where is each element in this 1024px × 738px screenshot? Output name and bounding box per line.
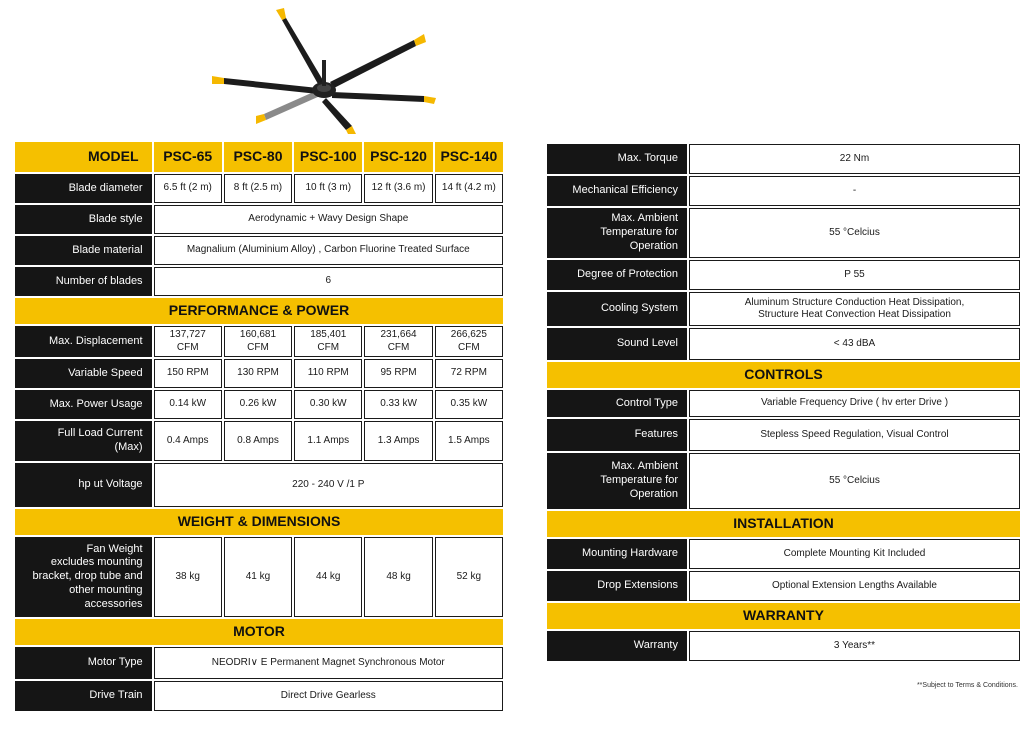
blade-diameter-value: 12 ft (3.6 m) bbox=[364, 174, 432, 203]
fan-weight-label-line: excludes mounting bbox=[50, 556, 143, 569]
control-type-value: Variable Frequency Drive ( hv erter Drive ) bbox=[689, 390, 1020, 417]
degree-of-protection-label: Degree of Protection bbox=[547, 260, 687, 290]
drive-train-value: Direct Drive Gearless bbox=[154, 681, 503, 711]
motor-type-value: NEODRI∨ E Permanent Magnet Synchronous Motor bbox=[154, 647, 503, 679]
model-label: MODEL bbox=[15, 142, 152, 172]
full-load-current-label-line: (Max) bbox=[114, 441, 143, 453]
ceiling-fan-image bbox=[200, 4, 450, 136]
full-load-current-row bbox=[15, 421, 503, 461]
variable-speed-value: 95 RPM bbox=[364, 359, 432, 388]
number-of-blades-label: Number of blades bbox=[15, 267, 152, 296]
terms-footnote: **Subject to Terms & Conditions. bbox=[916, 682, 1018, 689]
warranty-label: Warranty bbox=[547, 631, 687, 661]
fan-weight-row bbox=[15, 537, 503, 617]
input-voltage-row bbox=[15, 463, 503, 507]
fan-weight-label-line: accessories bbox=[84, 597, 143, 610]
model-psc-65: PSC-65 bbox=[154, 142, 222, 172]
control-type-label: Control Type bbox=[547, 390, 687, 417]
number-of-blades-value: 6 bbox=[154, 267, 503, 296]
weight-section-row bbox=[15, 509, 503, 535]
max-ambient-temp-value: 55 °Celcius bbox=[689, 208, 1020, 258]
weight-section-title: WEIGHT & DIMENSIONS bbox=[15, 509, 503, 535]
input-voltage-label: hp ut Voltage bbox=[15, 463, 152, 507]
warranty-value: 3 Years** bbox=[689, 631, 1020, 661]
full-load-current-label-line: Full Load Current bbox=[57, 427, 143, 440]
variable-speed-row bbox=[15, 359, 503, 388]
model-psc-100: PSC-100 bbox=[294, 142, 362, 172]
drive-train-row bbox=[15, 681, 503, 711]
fan-weight-label-line: other mounting bbox=[69, 583, 143, 596]
max-ambient-temp-control-label-line: Temperature for bbox=[600, 474, 678, 487]
max-power-value: 0.26 kW bbox=[224, 390, 292, 419]
max-ambient-temp-label-line: Temperature for bbox=[600, 226, 678, 239]
features-value: Stepless Speed Regulation, Visual Control bbox=[689, 419, 1020, 451]
max-ambient-temp-label-line: Operation bbox=[629, 239, 678, 252]
degree-of-protection-row bbox=[547, 260, 1020, 290]
full-load-current-value: 1.5 Amps bbox=[435, 421, 503, 461]
max-ambient-temp-control-label-line: Operation bbox=[629, 487, 678, 500]
warranty-row bbox=[547, 631, 1020, 661]
max-ambient-temp-label-line: Max. Ambient bbox=[611, 212, 678, 225]
variable-speed-value: 110 RPM bbox=[294, 359, 362, 388]
max-displacement-value: 137,727 CFM bbox=[154, 326, 222, 357]
model-psc-80: PSC-80 bbox=[224, 142, 292, 172]
blade-material-label: Blade material bbox=[15, 236, 152, 265]
variable-speed-value: 150 RPM bbox=[154, 359, 222, 388]
left-spec-table bbox=[13, 140, 505, 713]
max-power-value: 0.30 kW bbox=[294, 390, 362, 419]
warranty-section-row bbox=[547, 603, 1020, 629]
fan-weight-value: 38 kg bbox=[154, 537, 222, 617]
cooling-system-value-line: Structure Heat Convection Heat Dissipation bbox=[758, 309, 951, 320]
sound-level-value: < 43 dBA bbox=[689, 328, 1020, 360]
input-voltage-value: 220 - 240 V /1 P bbox=[154, 463, 503, 507]
fan-weight-label-line: Fan Weight bbox=[86, 542, 143, 555]
controls-section-title: CONTROLS bbox=[547, 362, 1020, 388]
blade-material-row bbox=[15, 236, 503, 265]
right-spec-table bbox=[545, 142, 1022, 663]
variable-speed-value: 130 RPM bbox=[224, 359, 292, 388]
installation-section-title: INSTALLATION bbox=[547, 511, 1020, 537]
max-displacement-row bbox=[15, 326, 503, 357]
mounting-hardware-label: Mounting Hardware bbox=[547, 539, 687, 569]
degree-of-protection-value: P 55 bbox=[689, 260, 1020, 290]
max-ambient-temp-control-label bbox=[547, 453, 687, 509]
sound-level-row bbox=[547, 328, 1020, 360]
max-torque-label: Max. Torque bbox=[547, 144, 687, 174]
blade-style-value: Aerodynamic + Wavy Design Shape bbox=[154, 205, 503, 234]
performance-section-title: PERFORMANCE & POWER bbox=[15, 298, 503, 324]
max-displacement-value: 266,625 CFM bbox=[435, 326, 503, 357]
max-displacement-label: Max. Displacement bbox=[15, 326, 152, 357]
full-load-current-value: 0.8 Amps bbox=[224, 421, 292, 461]
motor-section-title: MOTOR bbox=[15, 619, 503, 645]
installation-section-row bbox=[547, 511, 1020, 537]
max-power-value: 0.33 kW bbox=[364, 390, 432, 419]
performance-section-row bbox=[15, 298, 503, 324]
fan-weight-label bbox=[15, 537, 152, 617]
mounting-hardware-row bbox=[547, 539, 1020, 569]
features-label: Features bbox=[547, 419, 687, 451]
cooling-system-row bbox=[547, 292, 1020, 326]
drop-extensions-row bbox=[547, 571, 1020, 601]
motor-section-row bbox=[15, 619, 503, 645]
blade-diameter-label: Blade diameter bbox=[15, 174, 152, 203]
cooling-system-label: Cooling System bbox=[547, 292, 687, 326]
mechanical-efficiency-value: - bbox=[689, 176, 1020, 206]
max-ambient-temp-control-value: 55 °Celcius bbox=[689, 453, 1020, 509]
control-type-row bbox=[547, 390, 1020, 417]
model-psc-120: PSC-120 bbox=[364, 142, 432, 172]
full-load-current-label bbox=[15, 421, 152, 461]
drop-extensions-label: Drop Extensions bbox=[547, 571, 687, 601]
features-row bbox=[547, 419, 1020, 451]
drop-extensions-value: Optional Extension Lengths Available bbox=[689, 571, 1020, 601]
controls-section-row bbox=[547, 362, 1020, 388]
max-torque-row bbox=[547, 144, 1020, 174]
motor-type-row bbox=[15, 647, 503, 679]
warranty-section-title: WARRANTY bbox=[547, 603, 1020, 629]
blade-material-value: Magnalium (Aluminium Alloy) , Carbon Fluorine Treated Surface bbox=[154, 236, 503, 265]
max-ambient-temp-control-row bbox=[547, 453, 1020, 509]
fan-weight-value: 52 kg bbox=[435, 537, 503, 617]
drive-train-label: Drive Train bbox=[15, 681, 152, 711]
mechanical-efficiency-row bbox=[547, 176, 1020, 206]
full-load-current-value: 0.4 Amps bbox=[154, 421, 222, 461]
sound-level-label: Sound Level bbox=[547, 328, 687, 360]
max-power-row bbox=[15, 390, 503, 419]
mounting-hardware-value: Complete Mounting Kit Included bbox=[689, 539, 1020, 569]
max-power-value: 0.14 kW bbox=[154, 390, 222, 419]
number-of-blades-row bbox=[15, 267, 503, 296]
blade-diameter-value: 10 ft (3 m) bbox=[294, 174, 362, 203]
model-psc-140: PSC-140 bbox=[435, 142, 503, 172]
blade-style-row bbox=[15, 205, 503, 234]
full-load-current-value: 1.3 Amps bbox=[364, 421, 432, 461]
max-displacement-value: 160,681 CFM bbox=[224, 326, 292, 357]
variable-speed-value: 72 RPM bbox=[435, 359, 503, 388]
cooling-system-value-line: Aluminum Structure Conduction Heat Dissipation, bbox=[744, 296, 965, 308]
fan-weight-value: 44 kg bbox=[294, 537, 362, 617]
max-ambient-temp-row bbox=[547, 208, 1020, 258]
blade-diameter-row bbox=[15, 174, 503, 203]
full-load-current-value: 1.1 Amps bbox=[294, 421, 362, 461]
model-header-row bbox=[15, 142, 503, 172]
max-torque-value: 22 Nm bbox=[689, 144, 1020, 174]
variable-speed-label: Variable Speed bbox=[15, 359, 152, 388]
blade-diameter-value: 14 ft (4.2 m) bbox=[435, 174, 503, 203]
fan-weight-value: 41 kg bbox=[224, 537, 292, 617]
max-displacement-value: 185,401 CFM bbox=[294, 326, 362, 357]
max-power-label: Max. Power Usage bbox=[15, 390, 152, 419]
blade-diameter-value: 8 ft (2.5 m) bbox=[224, 174, 292, 203]
max-power-value: 0.35 kW bbox=[435, 390, 503, 419]
cooling-system-value bbox=[689, 292, 1020, 326]
mechanical-efficiency-label: Mechanical Efficiency bbox=[547, 176, 687, 206]
max-ambient-temp-label bbox=[547, 208, 687, 258]
motor-type-label: Motor Type bbox=[15, 647, 152, 679]
blade-diameter-value: 6.5 ft (2 m) bbox=[154, 174, 222, 203]
blade-style-label: Blade style bbox=[15, 205, 152, 234]
fan-weight-label-line: bracket, drop tube and bbox=[32, 570, 143, 583]
max-displacement-value: 231,664 CFM bbox=[364, 326, 432, 357]
fan-weight-value: 48 kg bbox=[364, 537, 432, 617]
max-ambient-temp-control-label-line: Max. Ambient bbox=[611, 460, 678, 473]
